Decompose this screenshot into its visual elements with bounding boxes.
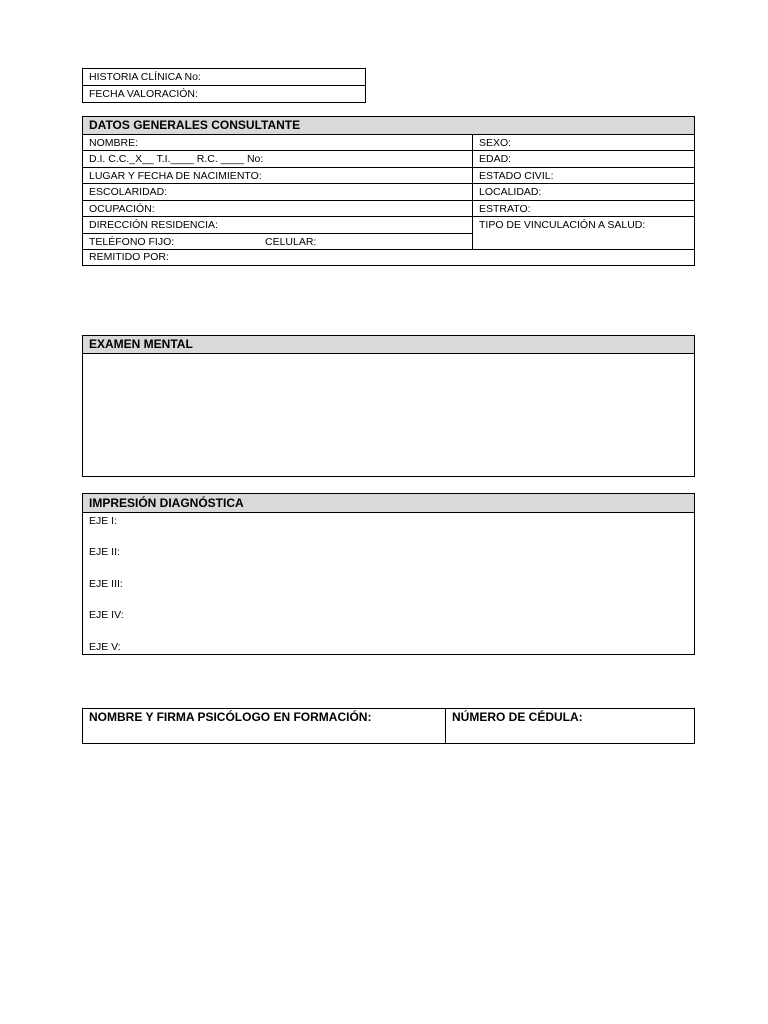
ocupacion-field[interactable]: OCUPACIÓN: — [89, 203, 155, 215]
header-divider — [83, 134, 694, 135]
examen-mental-textarea[interactable] — [83, 354, 694, 476]
localidad-field[interactable]: LOCALIDAD: — [479, 186, 542, 198]
eje-iii-field[interactable]: EJE III: — [89, 578, 123, 590]
header-divider — [83, 512, 694, 513]
edad-field[interactable]: EDAD: — [479, 153, 512, 165]
historia-clinica-field[interactable]: HISTORIA CLÍNICA No: — [89, 71, 201, 83]
eje-i-field[interactable]: EJE I: — [89, 515, 118, 527]
numero-cedula-field[interactable]: NÚMERO DE CÉDULA: — [452, 710, 583, 724]
datos-generales-title: DATOS GENERALES CONSULTANTE — [83, 117, 694, 134]
celular-field[interactable]: CELULAR: — [265, 236, 317, 248]
impresion-diagnostica-title: IMPRESIÓN DIAGNÓSTICA — [83, 494, 694, 512]
estrato-field[interactable]: ESTRATO: — [479, 203, 531, 215]
eje-v-field[interactable]: EJE V: — [89, 641, 121, 653]
direccion-residencia-field[interactable]: DIRECCIÓN RESIDENCIA: — [89, 219, 218, 231]
datos-generales-table — [82, 116, 695, 266]
row-divider — [83, 200, 694, 201]
telefono-fijo-field[interactable]: TELÉFONO FIJO: — [89, 236, 175, 248]
lugar-fecha-nacimiento-field[interactable]: LUGAR Y FECHA DE NACIMIENTO: — [89, 170, 262, 182]
eje-iv-field[interactable]: EJE IV: — [89, 609, 124, 621]
record-box — [82, 68, 366, 103]
examen-mental-section — [82, 335, 695, 477]
nombre-firma-psicologo-field[interactable]: NOMBRE Y FIRMA PSICÓLOGO EN FORMACIÓN: — [89, 710, 372, 724]
escolaridad-field[interactable]: ESCOLARIDAD: — [89, 186, 168, 198]
estado-civil-field[interactable]: ESTADO CIVIL: — [479, 170, 554, 182]
fecha-valoracion-field[interactable]: FECHA VALORACIÓN: — [89, 88, 198, 100]
sexo-field[interactable]: SEXO: — [479, 137, 512, 149]
documento-identidad-field[interactable]: D.I. C.C._X__ T.I.____ R.C. ____ No: — [89, 153, 264, 165]
examen-mental-title: EXAMEN MENTAL — [83, 336, 694, 353]
row-divider — [83, 183, 694, 184]
impresion-diagnostica-section — [82, 493, 695, 655]
remitido-por-field[interactable]: REMITIDO POR: — [89, 251, 169, 263]
eje-ii-field[interactable]: EJE II: — [89, 546, 120, 558]
nombre-field[interactable]: NOMBRE: — [89, 137, 139, 149]
tipo-vinculacion-salud-field[interactable]: TIPO DE VINCULACIÓN A SALUD: — [479, 219, 646, 231]
firma-section — [82, 708, 695, 744]
row-divider — [83, 249, 694, 250]
